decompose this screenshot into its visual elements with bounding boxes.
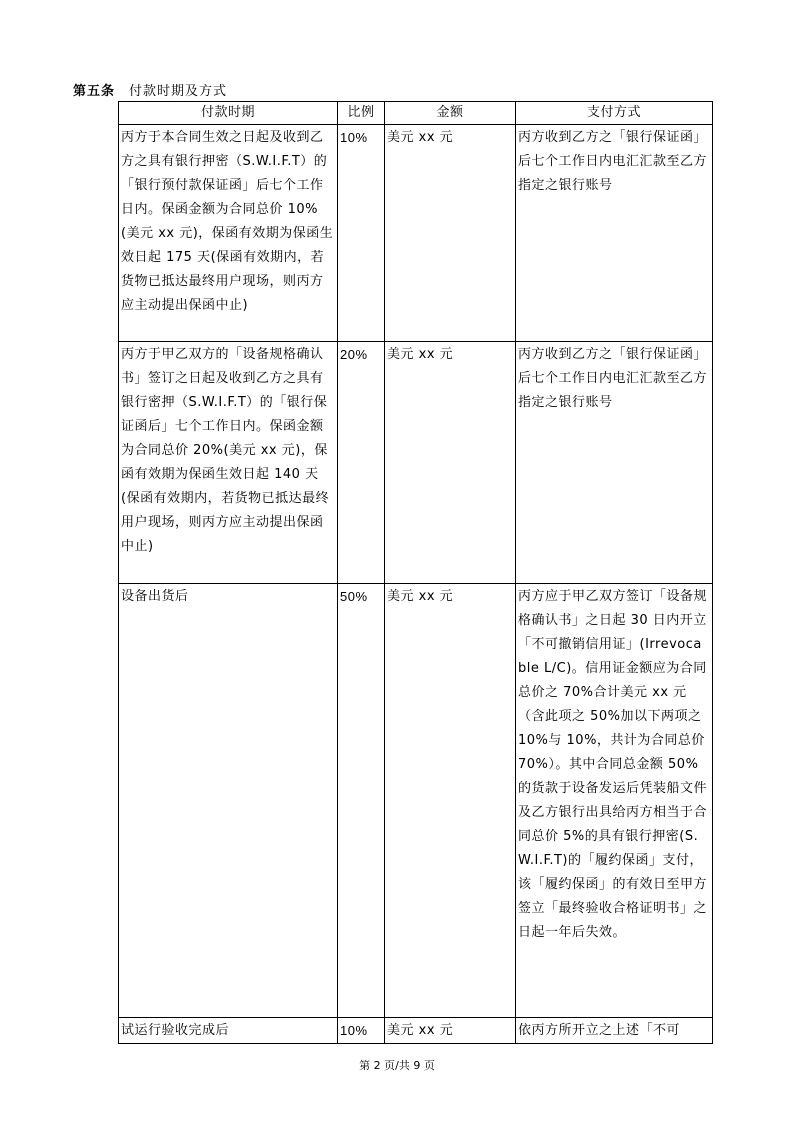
cell-ratio: 50% xyxy=(338,584,385,1018)
cell-amount: 美元 xx 元 xyxy=(385,1018,516,1044)
cell-ratio: 10% xyxy=(338,1018,385,1044)
cell-amount: 美元 xx 元 xyxy=(385,125,516,342)
table-row xyxy=(119,584,713,1018)
table-row xyxy=(119,342,713,584)
cell-ratio: 10% xyxy=(338,125,385,342)
page-footer: 第 2 页/共 9 页 xyxy=(359,1059,435,1072)
cell-method: 依丙方所开立之上述「不可 xyxy=(516,1018,713,1044)
header-method: 支付方式 xyxy=(516,102,713,125)
table-row xyxy=(119,125,713,342)
cell-method: 丙方应于甲乙双方签订「设备规格确认书」之日起 30 日内开立「不可撤销信用证」(Irrevocable L/C)。信用证金额应为合同总价之 70%合计美元 xx 元（含此项之 50%加以下两项之 10%与 10%，共计为合同总价 70%）。其中合同总金额 50%的货款于设备发运后凭装船文件及乙方银行出具给丙方相当于合同总价 5%的具有银行押密(S.W.I.F.T)的「履约保函」支付，该「履约保函」的有效日至甲方签立「最终验收合格证明书」之日起一年后失效。 xyxy=(516,584,713,1018)
cell-method: 丙方收到乙方之「银行保证函」后七个工作日内电汇汇款至乙方指定之银行账号 xyxy=(516,342,713,584)
article-number: 第五条 xyxy=(73,84,116,99)
cell-amount: 美元 xx 元 xyxy=(385,584,516,1018)
header-ratio: 比例 xyxy=(338,102,385,125)
cell-period: 试运行验收完成后 xyxy=(119,1018,338,1044)
article-heading xyxy=(73,80,227,99)
payment-table xyxy=(118,101,713,1044)
cell-method: 丙方收到乙方之「银行保证函」后七个工作日内电汇汇款至乙方指定之银行账号 xyxy=(516,125,713,342)
article-title: 付款时期及方式 xyxy=(129,84,228,99)
header-period: 付款时期 xyxy=(119,102,338,125)
cell-period: 丙方于本合同生效之日起及收到乙方之具有银行押密（S.W.I.F.T）的「银行预付款保证函」后七个工作日内。保函金额为合同总价 10%(美元 xx 元)，保函有效期为保函生效日起 175 天(保函有效期内，若货物已抵达最终用户现场，则丙方应主动提出保函中止) xyxy=(119,125,338,342)
cell-ratio: 20% xyxy=(338,342,385,584)
cell-amount: 美元 xx 元 xyxy=(385,342,516,584)
table-header-row xyxy=(119,102,713,125)
header-amount: 金额 xyxy=(385,102,516,125)
cell-period: 设备出货后 xyxy=(119,584,338,1018)
table-row xyxy=(119,1018,713,1044)
cell-period: 丙方于甲乙双方的「设备规格确认书」签订之日起及收到乙方之具有银行密押（S.W.I.F.T）的「银行保证函后」七个工作日内。保函金额为合同总价 20%(美元 xx 元)，保函有效期为保函生效日起 140 天(保函有效期内，若货物已抵达最终用户现场，则丙方应主动提出保函中止) xyxy=(119,342,338,584)
